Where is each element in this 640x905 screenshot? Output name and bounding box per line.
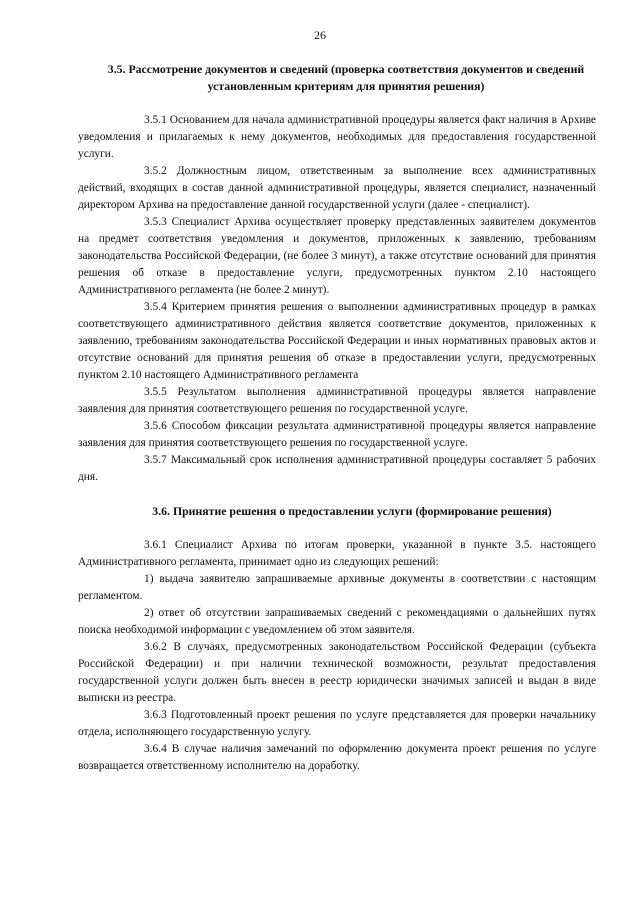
paragraph-3-5-4: 3.5.4 Критерием принятия решения о выполнении административных процедур в рамках соответствующего административного действия является соответствие документов, приложенных к заявлению, требованиям законодательства Российской Федерации и иных нормативных правовых актов и отсутствие оснований для принятия решения об отказе в предоставлении услуги, предусмотренных пунктом 2.10 настоящего Административного регламента (78, 301, 596, 381)
paragraph-3-5-6: 3.5.6 Способом фиксации результата административной процедуры является направление заявления для принятия соответствующего решения по государственной услуге. (78, 420, 596, 449)
section-3-6-heading: 3.6. Принятие решения о предоставлении услуги (формирование решения) (152, 504, 552, 518)
section-3-5-heading: 3.5. Рассмотрение документов и сведений (проверка соответствия документов и сведений установленным критериям для принятия решения) (107, 62, 585, 93)
page-content (78, 61, 596, 775)
list-item-decision-2: 2) ответ об отсутствии запрашиваемых сведений с рекомендациями о дальнейших путях поиска необходимой информации с уведомлением об этом заявителя. (78, 607, 596, 636)
paragraph-3-5-2: 3.5.2 Должностным лицом, ответственным за выполнение всех административных действий, входящих в состав данной административной процедуры, является специалист, назначенный директором Архива на предоставление данной государственной услуги (далее - специалист). (78, 165, 596, 211)
paragraph-3-5-7: 3.5.7 Максимальный срок исполнения административной процедуры составляет 5 рабочих дня. (78, 454, 596, 483)
page-number: 26 (314, 28, 326, 42)
paragraph-3-5-5: 3.5.5 Результатом выполнения административной процедуры является направление заявления для принятия соответствующего решения по государственной услуге. (78, 386, 596, 415)
paragraph-3-6-1: 3.6.1 Специалист Архива по итогам проверки, указанной в пункте 3.5. настоящего Административного регламента, принимает одно из следующих решений: (78, 539, 596, 568)
paragraph-3-6-4: 3.6.4 В случае наличия замечаний по оформлению документа проект решения по услуге возвращается ответственному исполнителю на доработку. (78, 743, 596, 772)
paragraph-3-6-3: 3.6.3 Подготовленный проект решения по услуге представляется для проверки начальнику отдела, исполняющего государственную услугу. (78, 709, 596, 738)
paragraph-3-6-2: 3.6.2 В случаях, предусмотренных законодательством Российской Федерации (субъекта Российской Федерации) и при наличии технической возможности, результат предоставления государственной услуги должен быть внесен в реестр юридически значимых записей и выдан в виде выписки из реестра. (78, 641, 596, 704)
paragraph-3-5-3: 3.5.3 Специалист Архива осуществляет проверку представленных заявителем документов на предмет соответствия уведомления и документов, приложенных к заявлению, требованиям законодательства Российской Федерации, (не более 3 минут), а также отсутствие оснований для принятия решения об отказе в предоставление услуги, предусмотренных пунктом 2.10 настоящего Административного регламента (не более 2 минут). (78, 216, 596, 296)
paragraph-3-5-1: 3.5.1 Основанием для начала административной процедуры является факт наличия в Архиве уведомления и прилагаемых к нему документов, необходимых для предоставления государственной услуги. (78, 114, 596, 160)
list-item-decision-1: 1) выдача заявителю запрашиваемые архивные документы в соответствии с настоящим регламентом. (78, 573, 596, 602)
